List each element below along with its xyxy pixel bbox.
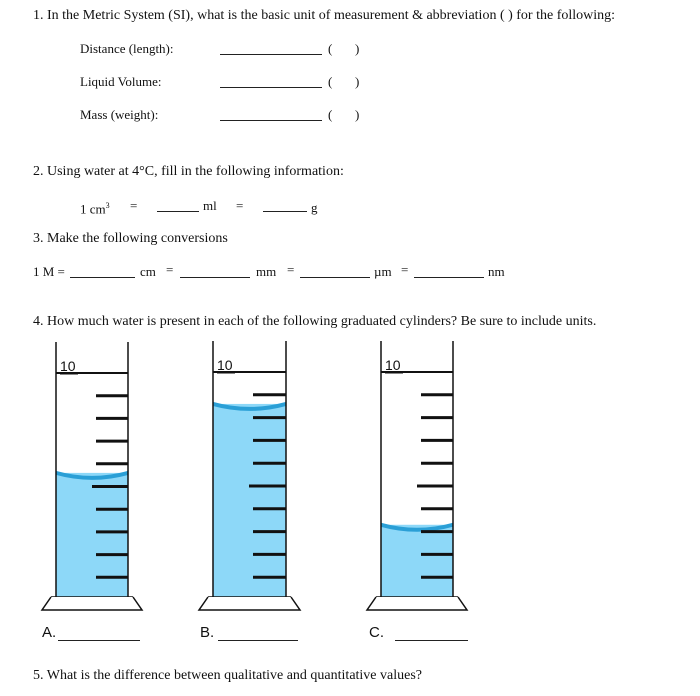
- cylinder-c-water: [381, 525, 453, 597]
- q1-mass-paren-close: ): [355, 107, 360, 122]
- cylinder-a-label: A.: [42, 624, 57, 641]
- q2-equals-1: =: [130, 198, 138, 213]
- q4-prompt: 4. How much water is present in each of the following graduated cylinders? Be sure to include units.: [33, 314, 597, 329]
- cylinder-b-top-mark-label: 10: [217, 357, 233, 373]
- q2-unit-ml: ml: [203, 198, 217, 213]
- q1-prompt: 1. In the Metric System (SI), what is the basic unit of measurement & abbreviation ( ) for the following:: [33, 8, 616, 23]
- q1-volume-paren-open: (: [328, 74, 333, 89]
- cylinder-c-label: C.: [369, 624, 384, 641]
- q1-volume-paren-close: ): [355, 74, 360, 89]
- cylinder-b-water: [213, 404, 286, 597]
- q1-distance-paren-open: (: [328, 41, 333, 56]
- q2-equals-2: =: [236, 198, 244, 213]
- q3-unit-mm: mm: [256, 264, 277, 279]
- cylinder-b-label: B.: [200, 624, 215, 641]
- q5-prompt: 5. What is the difference between qualitative and quantitative values?: [33, 668, 422, 683]
- cylinder-c-top-mark-label: 10: [385, 357, 401, 373]
- q3-equals-1: =: [166, 262, 174, 277]
- q3-unit-cm: cm: [140, 264, 156, 279]
- q3-start: 1 M =: [33, 264, 65, 279]
- q3-prompt: 3. Make the following conversions: [33, 231, 228, 246]
- q1-distance-paren-close: ): [355, 41, 360, 56]
- q2-lhs: 1 $cm^3$: [80, 201, 110, 217]
- cylinder-c-answer-blank[interactable]: [395, 640, 468, 641]
- cylinder-a-answer-blank[interactable]: [58, 640, 140, 641]
- q1-mass-label: Mass (weight):: [80, 107, 159, 122]
- cylinder-b-base: [199, 597, 300, 610]
- q3-equals-2: =: [287, 262, 295, 277]
- q3-unit-um: µm: [374, 264, 392, 279]
- cylinder-b-answer-blank[interactable]: [218, 640, 298, 641]
- q2-unit-g: g: [311, 200, 318, 215]
- cylinder-c-base: [367, 597, 467, 610]
- q1-volume-label: Liquid Volume:: [80, 74, 162, 89]
- q3-equals-3: =: [401, 262, 409, 277]
- q1-distance-label: Distance (length):: [80, 41, 174, 56]
- cylinder-a-base: [42, 597, 142, 610]
- q3-unit-nm: nm: [488, 264, 505, 279]
- q1-mass-paren-open: (: [328, 107, 333, 122]
- cylinder-a-top-mark-label: 10: [60, 358, 76, 374]
- q2-prompt: 2. Using water at 4°C, fill in the following information:: [33, 164, 344, 179]
